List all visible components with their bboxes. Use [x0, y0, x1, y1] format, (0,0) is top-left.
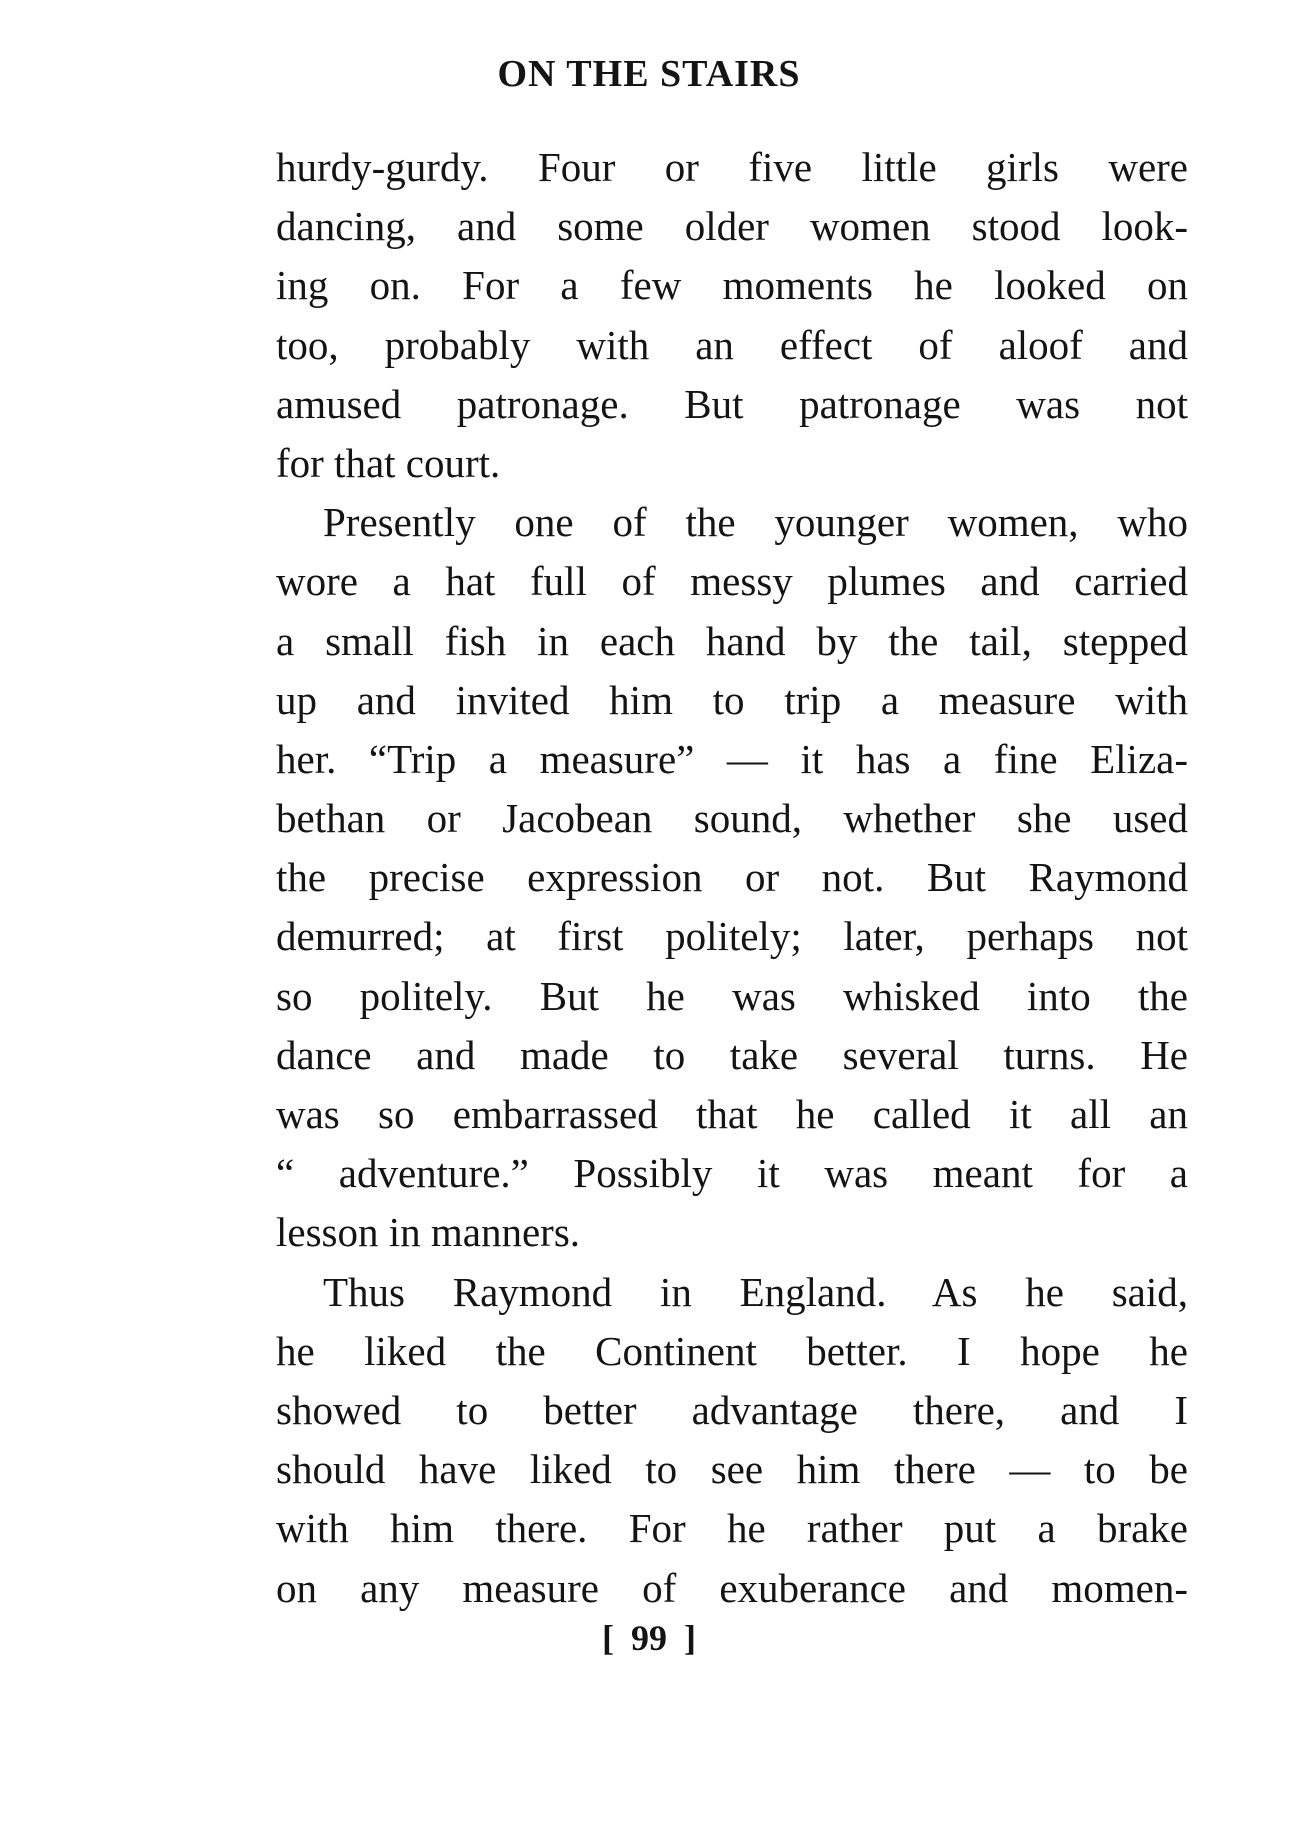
text-line: lesson in manners. — [276, 1209, 581, 1256]
text-line: dance and made to take several turns. He — [276, 1031, 1188, 1078]
text-line: so politely. But he was whisked into the — [276, 972, 1188, 1019]
text-line: wore a hat full of messy plumes and carried — [276, 558, 1188, 605]
text-line: dancing, and some older women stood look- — [276, 203, 1188, 250]
running-head: ON THE STAIRS — [497, 53, 801, 95]
text-line: was so embarrassed that he called it all an — [276, 1091, 1188, 1137]
paragraph-1 — [276, 138, 1188, 493]
text-line: Thus Raymond in England. As he said, — [323, 1268, 1188, 1315]
text-line: should have liked to see him there — to be — [276, 1446, 1188, 1493]
text-line: he liked the Continent better. I hope he — [276, 1327, 1188, 1374]
text-line: amused patronage. But patronage was not — [276, 380, 1188, 427]
page-number: [ 99 ] — [602, 1618, 696, 1658]
text-line: demurred; at first politely; later, perhaps not — [276, 913, 1188, 960]
text-line: a small fish in each hand by the tail, stepped — [276, 617, 1188, 664]
text-line: on any measure of exuberance and momen- — [276, 1564, 1188, 1611]
text-line: for that court. — [276, 439, 501, 486]
text-line: bethan or Jacobean sound, whether she used — [276, 795, 1188, 842]
text-line: her. “Trip a measure” — it has a fine Eliza- — [276, 735, 1188, 782]
text-line: “ adventure.” Possibly it was meant for a — [276, 1150, 1188, 1197]
body-text — [276, 138, 1188, 1618]
text-line: up and invited him to trip a measure with — [276, 676, 1188, 723]
text-line: with him there. For he rather put a brake — [276, 1505, 1188, 1552]
text-line: too, probably with an effect of aloof and — [276, 321, 1188, 368]
text-line: ing on. For a few moments he looked on — [276, 262, 1188, 309]
text-line: Presently one of the younger women, who — [323, 499, 1188, 546]
text-line: hurdy-gurdy. Four or five little girls were — [276, 144, 1188, 190]
paragraph-3 — [276, 1263, 1188, 1618]
paragraph-2 — [276, 493, 1188, 1262]
text-line: the precise expression or not. But Raymond — [276, 854, 1188, 901]
text-line: showed to better advantage there, and I — [276, 1386, 1188, 1433]
